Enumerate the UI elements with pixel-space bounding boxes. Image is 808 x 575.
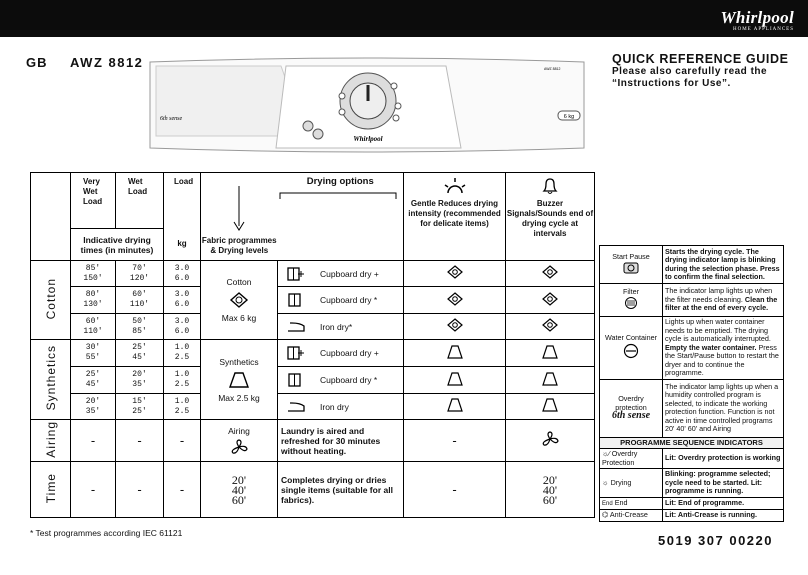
fan-icon — [229, 439, 249, 455]
load-kg: 3.0 6.0 — [164, 287, 201, 314]
water-container-desc: Lights up when water container needs to be emptied. The drying cycle is automatically interrupted. Empty the water container. Press the Start/Pause button to restart the dryer and to continue the programme. — [663, 317, 784, 380]
guide-title: QUICK REFERENCE GUIDE — [612, 52, 789, 66]
very-wet-time: 85' 150' — [71, 261, 116, 287]
load-kg: 1.0 2.5 — [164, 367, 201, 394]
sixth-sense-icon: 6th sense — [611, 410, 651, 422]
synthetics-icon — [447, 345, 463, 359]
start-pause-icon — [623, 262, 639, 274]
seq-end-desc: Lit: End of programme. — [663, 497, 784, 510]
gentle-available — [404, 287, 506, 314]
synthetics-icon — [447, 372, 463, 386]
seq-overdry-label: ☼⁄ Overdry Protection — [600, 449, 663, 469]
footnote: * Test programmes according IEC 61121 — [30, 528, 183, 538]
table-row — [31, 367, 595, 394]
gentle-icon — [442, 177, 468, 195]
cotton-icon — [447, 318, 463, 332]
very-wet-time: 25' 45' — [71, 367, 116, 394]
list-item — [600, 510, 784, 522]
option-iron-dry: Iron dry — [278, 394, 404, 420]
sun-icon: ☼ — [602, 477, 611, 487]
col-buzzer: Buzzer Signals/Sounds end of drying cycle at intervals — [506, 173, 595, 261]
model-number: AWZ 8812 — [70, 55, 144, 70]
table-row — [31, 287, 595, 314]
top-bar — [0, 0, 808, 37]
buzzer-available — [506, 420, 595, 462]
gentle-available — [404, 340, 506, 367]
very-wet-time: - — [71, 420, 116, 462]
table-row — [31, 462, 595, 518]
buzzer-available — [506, 287, 595, 314]
cotton-icon — [542, 265, 558, 279]
wet-time: 50' 85' — [116, 314, 164, 340]
cupboard-icon — [286, 372, 304, 388]
col-options: Drying options — [278, 173, 404, 261]
group-synthetics: Synthetics — [31, 340, 71, 420]
time-description: Completes drying or dries single items (suitable for all fabrics). — [278, 462, 404, 518]
synthetics-programme: Synthetics Max 2.5 kg — [201, 340, 278, 420]
buzzer-available — [506, 367, 595, 394]
load-kg: 3.0 6.0 — [164, 261, 201, 287]
start-pause-button-ref: Start Pause — [600, 246, 663, 284]
col-kg: kg — [164, 229, 201, 261]
group-time: Time — [31, 462, 71, 518]
cupboard-plus-icon — [286, 345, 304, 361]
anti-crease-icon: ⌬ — [602, 510, 610, 520]
group-cotton: Cotton — [31, 261, 71, 340]
panel-badge: 6 kg — [563, 114, 575, 120]
airing-description: Laundry is aired and refreshed for 30 minutes without heating. — [278, 420, 404, 462]
list-item — [600, 469, 784, 498]
table-row — [31, 340, 595, 367]
sequence-header: PROGRAMME SEQUENCE INDICATORS — [600, 437, 784, 449]
whirlpool-logo: Whirlpool HOME APPLIANCES — [720, 8, 794, 32]
synthetics-icon — [228, 371, 250, 389]
table-corner — [31, 173, 71, 261]
very-wet-time: 80' 130' — [71, 287, 116, 314]
seq-anticrease-label: ⌬ Anti-Crease — [600, 510, 663, 522]
overdry-protection-ref: Overdry protection 6th sense — [600, 379, 663, 437]
start-pause-desc: Starts the drying cycle. The drying indicator lamp is blinking during the selection phase. Press to confirm the final selection. — [663, 246, 784, 284]
option-cupboard-dry-plus: Cupboard dry + — [278, 340, 404, 367]
filter-desc: The indicator lamp lights up when the filter needs cleaning. Clean the filter at the end of every cycle. — [663, 284, 784, 317]
sixth-sense-logo: 6th sense — [160, 116, 183, 122]
iron-icon — [286, 320, 306, 334]
seq-drying-desc: Blinking: programme selected; cycle need to be started. Lit: programme is running. — [663, 469, 784, 498]
panel-logo: Whirlpool — [353, 135, 383, 143]
wet-time: - — [116, 462, 164, 518]
list-item — [600, 449, 784, 469]
load-kg: 1.0 2.5 — [164, 394, 201, 420]
load-kg: 3.0 6.0 — [164, 314, 201, 340]
col-gentle: Gentle Reduces drying intensity (recommended for delicate items) — [404, 173, 506, 261]
very-wet-time: - — [71, 462, 116, 518]
bell-icon — [540, 177, 560, 195]
overdry-protection-desc: The indicator lamp lights up when a humidity controlled program is selected, to indicate the working protection function. Function is not active in time controlled programs 20' 40' 60' and Airing — [663, 379, 784, 437]
buzzer-available — [506, 394, 595, 420]
wet-time: 60' 110' — [116, 287, 164, 314]
cotton-icon — [447, 292, 463, 306]
wet-time: 20' 35' — [116, 367, 164, 394]
buzzer-available — [506, 340, 595, 367]
col-very-wet: Very Wet Load — [71, 173, 116, 229]
document-code: 5019 307 00220 — [658, 533, 773, 548]
water-container-icon — [623, 343, 639, 359]
guide-subtitle: Please also carefully read the “Instructions for Use”. — [612, 66, 768, 89]
gentle-unavailable: - — [404, 462, 506, 518]
load-kg: - — [164, 462, 201, 518]
option-iron-dry: Iron dry* — [278, 314, 404, 340]
col-load: Load — [164, 173, 201, 229]
seq-end-label: End End — [600, 497, 663, 510]
very-wet-time: 20' 35' — [71, 394, 116, 420]
time-programme: 20' 40' 60' — [201, 462, 278, 518]
synthetics-icon — [542, 398, 558, 412]
controls-reference-table — [599, 245, 784, 522]
seq-overdry-desc: Lit: Overdry protection is working — [663, 449, 784, 469]
synthetics-icon — [542, 345, 558, 359]
drying-programme-table — [30, 172, 595, 518]
gentle-available — [404, 314, 506, 340]
cotton-programme: Cotton Max 6 kg — [201, 261, 278, 340]
cotton-icon — [228, 291, 250, 309]
filter-ref: Filter — [600, 284, 663, 317]
options-bracket — [278, 189, 398, 203]
arrow-down-icon — [233, 184, 245, 232]
panel-model-label: AWZ 8812 — [544, 67, 561, 71]
wet-time: 25' 45' — [116, 340, 164, 367]
overdry-indicator-icon: ☼⁄ — [602, 449, 612, 458]
gentle-unavailable: - — [404, 420, 506, 462]
wet-time: 70' 120' — [116, 261, 164, 287]
filter-icon — [624, 296, 638, 310]
water-container-ref: Water Container — [600, 317, 663, 380]
buzzer-available — [506, 261, 595, 287]
cupboard-plus-icon — [286, 266, 304, 282]
gentle-available — [404, 261, 506, 287]
end-icon: End — [602, 500, 613, 507]
wet-time: 15' 25' — [116, 394, 164, 420]
col-times: Indicative drying times (in minutes) — [71, 229, 164, 261]
cotton-icon — [542, 292, 558, 306]
seq-drying-label: ☼ Drying — [600, 469, 663, 498]
option-cupboard-dry: Cupboard dry * — [278, 367, 404, 394]
very-wet-time: 30' 55' — [71, 340, 116, 367]
synthetics-icon — [542, 372, 558, 386]
gentle-available — [404, 367, 506, 394]
gentle-available — [404, 394, 506, 420]
cotton-icon — [447, 265, 463, 279]
iron-icon — [286, 400, 306, 414]
table-row — [31, 420, 595, 462]
option-cupboard-dry-plus: Cupboard dry + — [278, 261, 404, 287]
list-item — [600, 497, 784, 510]
very-wet-time: 60' 110' — [71, 314, 116, 340]
table-row — [31, 261, 595, 287]
load-kg: 1.0 2.5 — [164, 340, 201, 367]
cupboard-icon — [286, 292, 304, 308]
group-airing: Airing — [31, 420, 71, 462]
synthetics-icon — [447, 398, 463, 412]
buzzer-available — [506, 314, 595, 340]
airing-programme: Airing — [201, 420, 278, 462]
buzzer-time-values: 20' 40' 60' — [506, 462, 595, 518]
table-row — [31, 314, 595, 340]
load-kg: - — [164, 420, 201, 462]
table-row — [31, 394, 595, 420]
col-wet: Wet Load — [116, 173, 164, 229]
option-cupboard-dry: Cupboard dry * — [278, 287, 404, 314]
control-panel-illustration — [146, 56, 588, 154]
country-code: GB — [26, 55, 48, 70]
wet-time: - — [116, 420, 164, 462]
col-fabric: Fabric programmes & Drying levels — [201, 173, 278, 261]
fan-icon — [540, 431, 560, 447]
cotton-icon — [542, 318, 558, 332]
seq-anticrease-desc: Lit: Anti-Crease is running. — [663, 510, 784, 522]
